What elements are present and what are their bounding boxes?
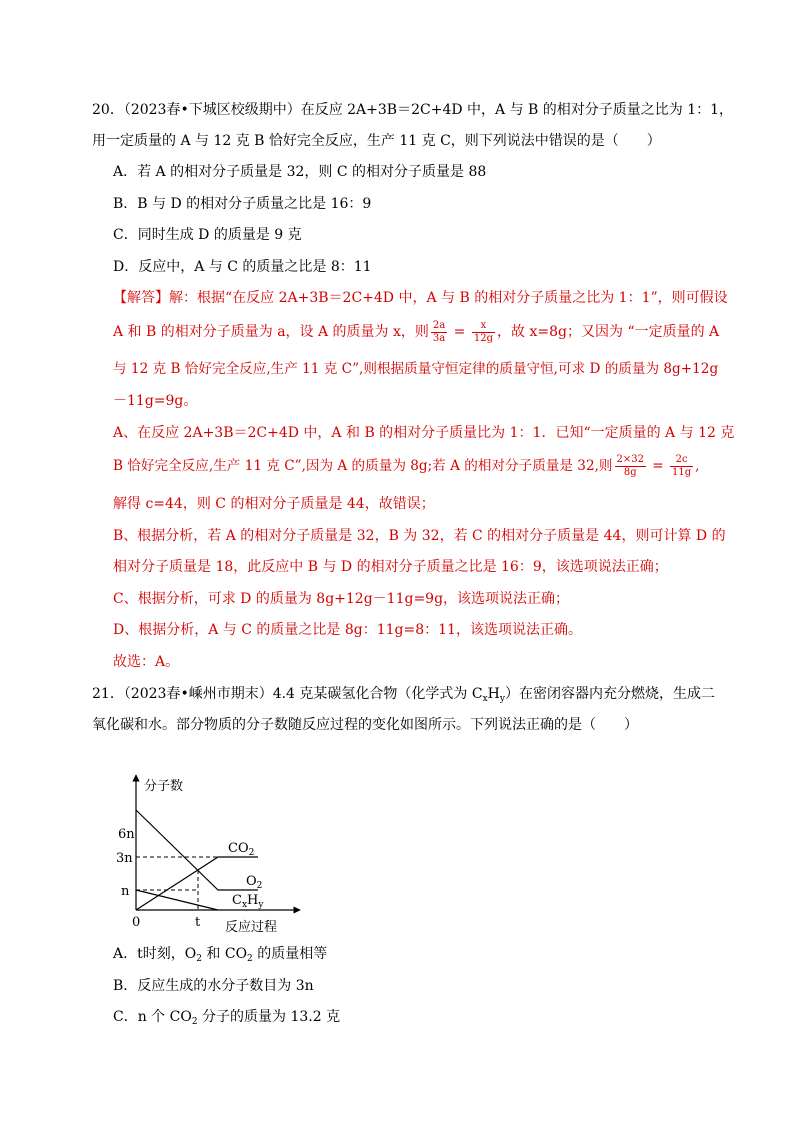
q21-stem-pre: 21．（2023春•嵊州市期末）4.4 克某碳氢化合物（化学式为 C [92, 686, 483, 702]
subscript-2: 2 [196, 954, 202, 964]
q20-option-c: C．同时生成 D 的质量是 9 克 [113, 227, 302, 243]
q21-option-a [113, 944, 327, 964]
fraction-denominator: 8g [623, 467, 637, 478]
x-axis-label: 反应过程 [225, 920, 278, 935]
q20-analysis-d: D、根据分析，A 与 C 的质量之比是 8g：11g=8：11，该选项说法正确。 [113, 622, 582, 638]
y-tick-n: n [121, 884, 130, 899]
q20-answer-line4: －11g=9g。 [113, 393, 198, 409]
q20-analysis-b2: 相对分子质量是 18，此反应中 B 与 D 的相对分子质量之比是 16：9，该选项说法正确； [113, 559, 668, 575]
q20-option-b: B．B 与 D 的相对分子质量之比是 16：9 [113, 196, 372, 212]
analysis-a2-pre: B 恰好完全反应,生产 11 克 C”,因为 A 的质量为 8g;若 A 的相对分子质量是 32,则 [113, 458, 613, 474]
option-c-pre: C．n 个 CO [113, 1009, 192, 1025]
fraction-numerator: 2a [432, 319, 446, 331]
answer-text1: 解：根据“在反应 2A+3B＝2C+4D 中，A 与 B 的相对分子质量之比为 1：1”，则可假设 [169, 290, 728, 306]
q21-stem-line1 [92, 684, 715, 704]
series-cxhy-line [136, 890, 218, 910]
subscript-x: x [482, 694, 488, 704]
answer-tag: 【解答】 [113, 290, 169, 306]
x-tick-0: 0 [132, 915, 141, 930]
y-tick-3n: 3n [116, 851, 133, 866]
q20-analysis-a1: A、在反应 2A+3B＝2C+4D 中，A 和 B 的相对分子质量比为 1：1．已知“一定质量的 A 与 12 克 [113, 425, 735, 441]
answer-text2-post: ，故 x=8g；又因为 “一定质量的 A [497, 324, 720, 340]
molecule-count-chart [108, 770, 308, 938]
q20-answer-line1 [113, 288, 728, 308]
q20-analysis-c: C、根据分析，可求 D 的质量为 8g+12g－11g=9g，该选项说法正确； [113, 591, 570, 607]
q20-stem-line2: 用一定质量的 A 与 12 克 B 恰好完全反应，生产 11 克 C，则下列说法中错误的是（ ） [92, 133, 661, 149]
q21-stem-post: ）在密闭容器内充分燃烧，生成二 [504, 686, 715, 702]
q20-option-a: A．若 A 的相对分子质量是 32，则 C 的相对分子质量是 88 [113, 164, 487, 180]
fraction-denominator: 11g [672, 467, 692, 478]
fraction-denominator: 12g [473, 332, 494, 344]
subscript-y: y [499, 694, 505, 704]
fraction-denominator: 3a [432, 332, 446, 344]
option-a-post: 的质量相等 [252, 946, 328, 962]
series-label-cxhy: $C_xH_y$ [232, 893, 264, 910]
equals-sign: = [449, 324, 470, 340]
fraction-numerator: 2×32 [616, 454, 644, 465]
subscript-2: 2 [247, 954, 253, 964]
q20-analysis-a2 [113, 452, 700, 480]
fraction-numerator: 2c [670, 454, 693, 467]
q21-option-b: B．反应生成的水分子数目为 3n [113, 978, 314, 994]
y-tick-6n: 6n [118, 827, 135, 842]
q20-conclusion: 故选：A。 [113, 654, 180, 670]
q20-answer-line3: 与 12 克 B 恰好完全反应,生产 11 克 C”,则根据质量守恒定律的质量守恒,可求 D 的质量为 8g+12g [113, 361, 719, 377]
fraction-2a-3a [431, 320, 447, 345]
x-tick-t: t [195, 915, 201, 930]
q20-option-d: D．反应中，A 与 C 的质量之比是 8：11 [113, 259, 372, 275]
formula-h: H [487, 686, 500, 702]
option-c-post: 分子的质量为 13.2 克 [197, 1009, 341, 1025]
option-a-mid: 和 CO [201, 946, 248, 962]
subscript-2: 2 [191, 1017, 198, 1027]
q21-option-c [113, 1007, 340, 1027]
q20-stem-line1: 20．（2023春•下城区校级期中）在反应 2A+3B＝2C+4D 中，A 与 B 的相对分子质量之比为 1：1， [92, 102, 734, 118]
answer-text2-pre: A 和 B 的相对分子质量为 a，设 A 的质量为 x，则 [113, 324, 429, 340]
q20-analysis-a3: 解得 c=44，则 C 的相对分子质量是 44，故错误； [113, 496, 435, 512]
fraction-x-12g [472, 320, 495, 345]
y-axis-label: 分子数 [144, 779, 184, 794]
q21-stem-line2: 氧化碳和水。部分物质的分子数随反应过程的变化如图所示。下列说法正确的是（ ） [92, 717, 638, 733]
option-a-pre: A．t时刻，O [113, 946, 197, 962]
fraction-2x32-8g [615, 454, 646, 479]
fraction-numerator: x [472, 320, 495, 333]
fraction-2c-11g [670, 454, 693, 479]
analysis-a2-post: , [695, 458, 700, 474]
q20-analysis-b1: B、根据分析，若 A 的相对分子质量是 32，B 为 32，若 C 的相对分子质量是 44，则可计算 D 的 [113, 528, 726, 544]
series-label-o2: $O_2$ [246, 874, 263, 891]
equals-sign: = [647, 458, 669, 474]
series-label-co2: $CO_2$ [228, 841, 255, 858]
q20-answer-line2 [113, 318, 719, 346]
